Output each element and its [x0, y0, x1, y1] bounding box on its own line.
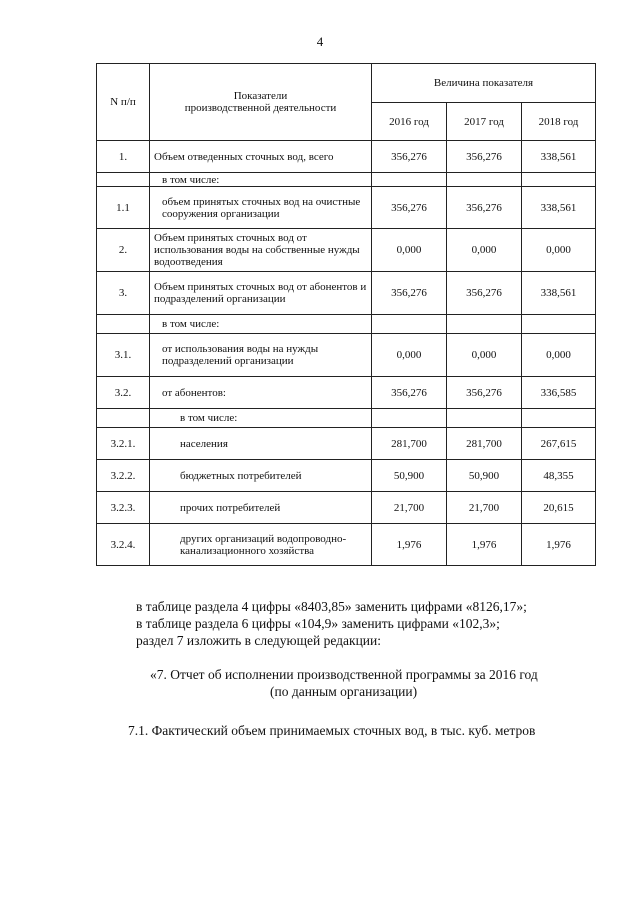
header-num: N п/п	[97, 64, 150, 141]
header-value: Величина показателя	[372, 64, 596, 103]
table-row	[97, 409, 596, 428]
row-indicator: в том числе:	[150, 409, 372, 428]
table-row	[97, 272, 596, 315]
row-number: 2.	[97, 229, 150, 272]
row-value-2017	[447, 173, 522, 187]
table-row	[97, 428, 596, 460]
row-value-2018	[522, 173, 596, 187]
table-row	[97, 187, 596, 229]
section-title-line-2: (по данным организации)	[270, 684, 418, 699]
row-value-2017: 21,700	[447, 492, 522, 524]
row-number: 1.1	[97, 187, 150, 229]
row-value-2018: 0,000	[522, 334, 596, 377]
row-value-2018	[522, 409, 596, 428]
row-value-2017: 1,976	[447, 524, 522, 566]
row-value-2018: 1,976	[522, 524, 596, 566]
row-value-2016	[372, 173, 447, 187]
row-indicator: прочих потребителей	[150, 492, 372, 524]
subsection-title: 7.1. Фактический объем принимаемых сточных вод, в тыс. куб. метров	[128, 723, 536, 738]
row-value-2018: 338,561	[522, 272, 596, 315]
table-row	[97, 460, 596, 492]
row-number: 3.	[97, 272, 150, 315]
row-number	[97, 409, 150, 428]
row-value-2018: 338,561	[522, 141, 596, 173]
row-value-2016	[372, 315, 447, 334]
table-row	[97, 173, 596, 187]
row-value-2016: 281,700	[372, 428, 447, 460]
row-number: 1.	[97, 141, 150, 173]
row-value-2017	[447, 409, 522, 428]
row-indicator: от абонентов:	[150, 377, 372, 409]
header-year-2016: 2016 год	[372, 103, 447, 141]
table-body	[97, 141, 596, 566]
row-value-2017	[447, 315, 522, 334]
row-number: 3.2.1.	[97, 428, 150, 460]
header-year-2017: 2017 год	[447, 103, 522, 141]
row-value-2018: 48,355	[522, 460, 596, 492]
row-indicator: других организаций водопроводно-канализационного хозяйства	[150, 524, 372, 566]
paragraph-2: в таблице раздела 6 цифры «104,9» заменить цифрами «102,3»;	[136, 616, 500, 631]
row-value-2016: 356,276	[372, 272, 447, 315]
row-value-2017: 0,000	[447, 229, 522, 272]
row-number: 3.2.3.	[97, 492, 150, 524]
row-value-2016: 21,700	[372, 492, 447, 524]
row-value-2016: 0,000	[372, 229, 447, 272]
row-value-2016: 356,276	[372, 141, 447, 173]
indicators-table	[96, 63, 596, 566]
row-value-2017: 356,276	[447, 141, 522, 173]
row-value-2016: 50,900	[372, 460, 447, 492]
row-value-2016: 356,276	[372, 377, 447, 409]
paragraph-3: раздел 7 изложить в следующей редакции:	[136, 633, 382, 648]
header-year-2018: 2018 год	[522, 103, 596, 141]
row-value-2018	[522, 315, 596, 334]
row-indicator: бюджетных потребителей	[150, 460, 372, 492]
table-row	[97, 315, 596, 334]
row-value-2017: 356,276	[447, 272, 522, 315]
row-value-2016: 356,276	[372, 187, 447, 229]
row-number	[97, 315, 150, 334]
table-row	[97, 229, 596, 272]
row-value-2017: 0,000	[447, 334, 522, 377]
row-value-2018: 0,000	[522, 229, 596, 272]
row-value-2017: 356,276	[447, 377, 522, 409]
header-indicator: Показатели производственной деятельности	[150, 64, 372, 141]
row-number: 3.2.	[97, 377, 150, 409]
row-indicator: Объем отведенных сточных вод, всего	[150, 141, 372, 173]
page-number: 4	[316, 34, 324, 49]
row-indicator: в том числе:	[150, 173, 372, 187]
table-row	[97, 524, 596, 566]
row-number	[97, 173, 150, 187]
row-value-2017: 281,700	[447, 428, 522, 460]
row-indicator: от использования воды на нужды подразделений организации	[150, 334, 372, 377]
row-value-2016: 1,976	[372, 524, 447, 566]
row-indicator: Объем принятых сточных вод от использования воды на собственные нужды водоотведения	[150, 229, 372, 272]
row-indicator: в том числе:	[150, 315, 372, 334]
row-number: 3.1.	[97, 334, 150, 377]
row-value-2017: 356,276	[447, 187, 522, 229]
row-value-2016: 0,000	[372, 334, 447, 377]
row-number: 3.2.4.	[97, 524, 150, 566]
table-row	[97, 141, 596, 173]
table-row	[97, 377, 596, 409]
section-title-line-1: «7. Отчет об исполнении производственной программы за 2016 год	[150, 667, 538, 682]
row-value-2018: 336,585	[522, 377, 596, 409]
row-value-2018: 20,615	[522, 492, 596, 524]
row-indicator: населения	[150, 428, 372, 460]
table-row	[97, 492, 596, 524]
row-indicator: Объем принятых сточных вод от абонентов и подразделений организации	[150, 272, 372, 315]
row-value-2018: 338,561	[522, 187, 596, 229]
row-value-2016	[372, 409, 447, 428]
row-value-2017: 50,900	[447, 460, 522, 492]
row-value-2018: 267,615	[522, 428, 596, 460]
paragraph-1: в таблице раздела 4 цифры «8403,85» заменить цифрами «8126,17»;	[136, 599, 527, 614]
row-indicator: объем принятых сточных вод на очистные сооружения организации	[150, 187, 372, 229]
row-number: 3.2.2.	[97, 460, 150, 492]
table-row	[97, 334, 596, 377]
